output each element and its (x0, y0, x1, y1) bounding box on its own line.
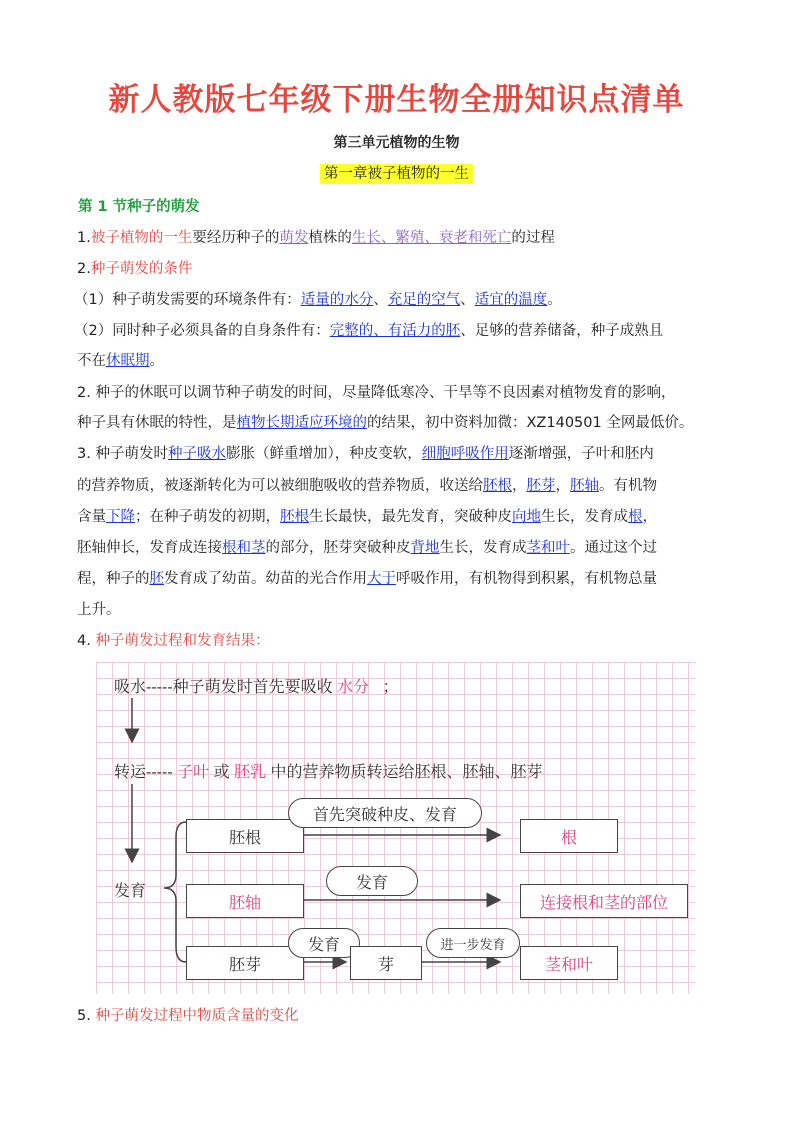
text-line-8: 3. 种子萌发时种子吸水膨胀（鲜重增加），种皮变软，细胞呼吸作用逐渐增强，子叶和胚内 (77, 446, 654, 462)
text-line-13: 上升。 (77, 602, 121, 618)
text-line-1: 1.被子植物的一生要经历种子的萌发植株的生长、繁殖、衰老和死亡的过程 (77, 230, 555, 246)
hypocotyl-box: 胚轴 (186, 884, 304, 918)
pill-develop-2: 发育 (326, 866, 418, 896)
text-line-5: 不在休眠期。 (77, 353, 164, 369)
text-line-6: 2. 种子的休眠可以调节种子萌发的时间，尽量降低寒冷、干旱等不良因素对植物发育的影响， (77, 385, 676, 401)
text-line-4: （2）同时种子必须具备的自身条件有：完整的、有活力的胚、足够的营养储备，种子成熟且 (74, 323, 664, 339)
unit-heading: 第三单元植物的生物 (333, 135, 460, 151)
connect-part-box: 连接根和茎的部位 (520, 884, 688, 918)
section-heading: 第 1 节种子的萌发 (78, 199, 200, 215)
text-line-11: 胚轴伸长，发育成连接根和茎的部分，胚芽突破种皮背地生长，发育成茎和叶。通过这个过 (77, 540, 657, 556)
text-line-10: 含量下降；在种子萌发的初期，胚根生长最快，最先发育，突破种皮向地生长，发育成根， (77, 509, 657, 525)
absorb-line: 吸水-----种子萌发时首先要吸收 水分 ； (114, 679, 399, 696)
text-line-9: 的营养物质，被逐渐转化为可以被细胞吸收的营养物质，收送给胚根，胚芽，胚轴。有机物 (77, 478, 657, 494)
transport-line: 转运----- 子叶 或 胚乳 中的营养物质转运给胚根、胚轴、胚芽 (114, 764, 543, 781)
bud-box: 芽 (350, 946, 422, 980)
pill-further-develop: 进一步发育 (426, 928, 520, 958)
plumule-box: 胚芽 (186, 946, 304, 980)
text-line-7: 种子具有休眠的特性，是植物长期适应环境的的结果，初中资料加微：XZ140501 全网最低价。 (77, 415, 694, 431)
pill-first-break: 首先突破种皮、发育 (288, 798, 482, 828)
chapter-heading (0, 162, 793, 183)
text-line-2: 2.种子萌发的条件 (77, 261, 193, 277)
develop-label: 发育 (114, 883, 147, 900)
text-line-14: 4. 种子萌发过程和发育结果： (77, 633, 270, 649)
root-box: 根 (520, 819, 618, 853)
text-line-3: （1）种子萌发需要的环境条件有：适量的水分、充足的空气、适宜的温度。 (74, 292, 562, 308)
document-title: 新人教版七年级下册生物全册知识点清单 (108, 82, 685, 118)
germination-diagram (96, 662, 696, 994)
stem-leaf-box: 茎和叶 (520, 946, 618, 980)
brace (164, 822, 186, 962)
pill-develop-3: 发育 (288, 928, 360, 958)
radicle-box: 胚根 (186, 819, 304, 853)
chapter-highlight: 第一章被子植物的一生 (320, 164, 473, 184)
text-line-12: 程，种子的胚发育成了幼苗。幼苗的光合作用大于呼吸作用，有机物得到积累，有机物总量 (77, 571, 657, 587)
text-line-15: 5. 种子萌发过程中物质含量的变化 (77, 1008, 299, 1024)
